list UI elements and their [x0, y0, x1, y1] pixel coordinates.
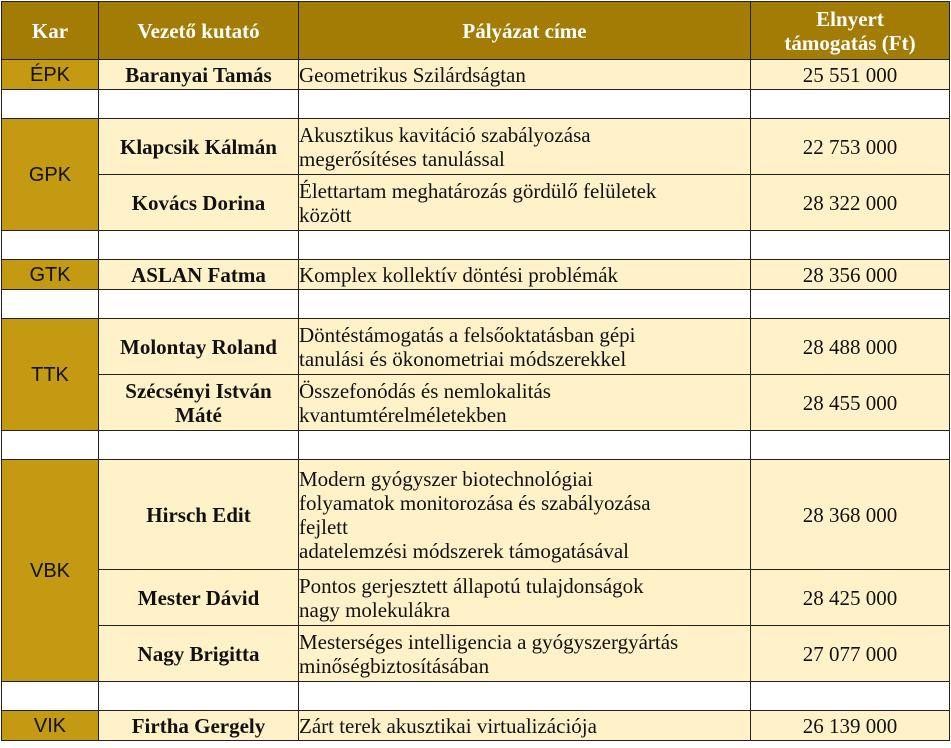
leader-cell: Firtha Gergely — [99, 711, 299, 741]
leader-cell — [99, 375, 299, 431]
title-line: Komplex kollektív döntési problémák — [299, 262, 619, 287]
title-line: kvantumtérelméletekben — [299, 402, 507, 427]
title-line: között — [299, 202, 352, 227]
amount-cell: 28 488 000 — [751, 319, 950, 375]
amount-cell: 28 455 000 — [751, 375, 950, 431]
title-line: Akusztikus kavitáció szabályozása — [299, 122, 591, 147]
amount-cell: 27 077 000 — [751, 626, 950, 682]
header-title: Pályázat címe — [299, 2, 751, 60]
leader-cell: Mester Dávid — [99, 570, 299, 626]
title-line: Geometrikus Szilárdságtan — [299, 62, 526, 87]
title-line: megerősítéses tanulással — [299, 146, 505, 171]
spacer-cell — [2, 431, 99, 460]
title-cell — [299, 119, 751, 175]
spacer-cell — [2, 290, 99, 319]
spacer-cell — [2, 90, 99, 119]
table-row — [2, 460, 950, 570]
spacer-cell — [751, 290, 950, 319]
leader-cell: Hirsch Edit — [99, 460, 299, 570]
leader-cell: ASLAN Fatma — [99, 260, 299, 290]
leader-line: Máté — [175, 402, 222, 427]
leader-cell: Nagy Brigitta — [99, 626, 299, 682]
amount-cell: 28 425 000 — [751, 570, 950, 626]
spacer-cell — [751, 431, 950, 460]
spacer-row — [2, 682, 950, 711]
grants-table — [1, 1, 950, 741]
leader-cell: Molontay Roland — [99, 319, 299, 375]
table-row — [2, 319, 950, 375]
spacer-row — [2, 431, 950, 460]
faculty-cell: GTK — [2, 260, 99, 290]
faculty-cell: VBK — [2, 460, 99, 682]
title-line: folyamatok monitorozása és szabályozása — [299, 490, 651, 515]
title-cell — [299, 626, 751, 682]
spacer-cell — [99, 90, 299, 119]
spacer-cell — [751, 682, 950, 711]
spacer-cell — [2, 682, 99, 711]
title-cell — [299, 175, 751, 231]
title-line: Pontos gerjesztett állapotú tulajdonságok — [299, 573, 644, 598]
amount-cell: 22 753 000 — [751, 119, 950, 175]
table-row — [2, 626, 950, 682]
leader-cell: Klapcsik Kálmán — [99, 119, 299, 175]
title-cell — [299, 319, 751, 375]
table-row — [2, 260, 950, 290]
header-amount-line1: Elnyert — [816, 6, 884, 31]
faculty-cell: TTK — [2, 319, 99, 431]
title-line: tanulási és ökonometriai módszerekkel — [299, 346, 627, 371]
leader-line: Szécsényi István — [125, 378, 272, 403]
faculty-cell: GPK — [2, 119, 99, 231]
title-cell — [299, 460, 751, 570]
header-kar: Kar — [2, 2, 99, 60]
table-row — [2, 711, 950, 741]
title-line: adatelemzési módszerek támogatásával — [299, 538, 630, 563]
amount-cell: 28 368 000 — [751, 460, 950, 570]
title-line: Összefonódás és nemlokalitás — [299, 378, 551, 403]
title-line: minőségbiztosításában — [299, 653, 490, 678]
title-line: fejlett — [299, 514, 348, 539]
spacer-cell — [751, 231, 950, 260]
spacer-cell — [2, 231, 99, 260]
table-row — [2, 119, 950, 175]
title-cell — [299, 570, 751, 626]
spacer-cell — [299, 231, 751, 260]
table-row — [2, 570, 950, 626]
title-line: nagy molekulákra — [299, 597, 451, 622]
title-line: Zárt terek akusztikai virtualizációja — [299, 713, 597, 738]
header-amount — [751, 2, 950, 60]
spacer-cell — [99, 290, 299, 319]
header-amount-line2: támogatás (Ft) — [784, 30, 916, 55]
faculty-cell: VIK — [2, 711, 99, 741]
leader-cell: Kovács Dorina — [99, 175, 299, 231]
title-cell — [299, 60, 751, 90]
spacer-cell — [299, 431, 751, 460]
table-row — [2, 175, 950, 231]
spacer-cell — [299, 90, 751, 119]
spacer-row — [2, 290, 950, 319]
spacer-cell — [751, 90, 950, 119]
spacer-cell — [299, 290, 751, 319]
amount-cell: 25 551 000 — [751, 60, 950, 90]
spacer-cell — [99, 682, 299, 711]
faculty-cell: ÉPK — [2, 60, 99, 90]
spacer-row — [2, 90, 950, 119]
header-row — [2, 2, 950, 60]
title-line: Döntéstámogatás a felsőoktatásban gépi — [299, 322, 636, 347]
title-line: Élettartam meghatározás gördülő felületek — [299, 178, 657, 203]
amount-cell: 26 139 000 — [751, 711, 950, 741]
title-cell — [299, 711, 751, 741]
title-cell — [299, 375, 751, 431]
spacer-cell — [99, 231, 299, 260]
spacer-row — [2, 231, 950, 260]
amount-cell: 28 322 000 — [751, 175, 950, 231]
header-leader: Vezető kutató — [99, 2, 299, 60]
spacer-cell — [299, 682, 751, 711]
title-line: Mesterséges intelligencia a gyógyszergyártás — [299, 629, 679, 654]
amount-cell: 28 356 000 — [751, 260, 950, 290]
table-row — [2, 375, 950, 431]
title-line: Modern gyógyszer biotechnológiai — [299, 466, 593, 491]
spacer-cell — [99, 431, 299, 460]
leader-cell: Baranyai Tamás — [99, 60, 299, 90]
table-row — [2, 60, 950, 90]
title-cell — [299, 260, 751, 290]
